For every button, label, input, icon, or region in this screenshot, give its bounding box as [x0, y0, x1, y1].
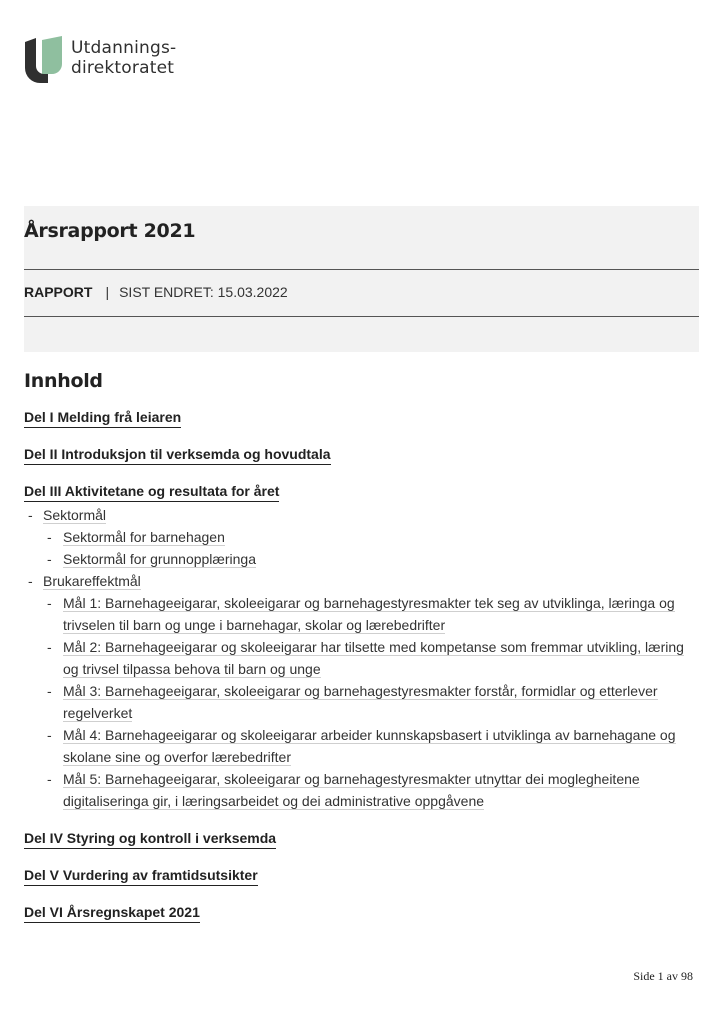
list-item — [24, 548, 700, 570]
list-item — [24, 680, 700, 724]
toc-part-3-sublist — [24, 504, 700, 812]
toc-sektormal-barnehagen-link[interactable]: Sektormål for barnehagen — [63, 529, 225, 545]
report-type: RAPPORT — [24, 284, 93, 300]
toc-mal-3-link[interactable]: Mål 3: Barnehageeigarar, skoleeigarar og barnehagestyresmakter forstår, formidlar og etterlever regelverket — [63, 683, 658, 721]
toc-part-3-link[interactable]: Del III Aktivitetane og resultata for året — [24, 481, 279, 502]
toc-brukareffektmal-link[interactable]: Brukareffektmål — [43, 573, 141, 589]
table-of-contents — [24, 407, 700, 939]
report-header — [24, 206, 699, 352]
toc-mal-4-link[interactable]: Mål 4: Barnehageeigarar og skoleeigarar arbeider kunnskapsbasert i utviklinga av barnehagane og skolane sine og overfor lærebedrifter — [63, 727, 676, 765]
list-item — [24, 768, 700, 812]
page-number: Side 1 av 98 — [633, 969, 693, 983]
toc-part-1-link[interactable]: Del I Melding frå leiaren — [24, 407, 181, 428]
toc-part-2-link[interactable]: Del II Introduksjon til verksemda og hovudtala — [24, 444, 331, 465]
toc-sektormal-grunnopplaering-link[interactable]: Sektormål for grunnopplæringa — [63, 551, 256, 567]
logo — [24, 36, 176, 84]
list-item — [24, 592, 700, 636]
utdanningsdirektoratet-logo-icon — [24, 36, 62, 84]
list-item — [24, 724, 700, 768]
toc-part-5-link[interactable]: Del V Vurdering av framtidsutsikter — [24, 865, 258, 886]
logo-wordmark — [71, 38, 176, 78]
toc-mal-1-link[interactable]: Mål 1: Barnehageeigarar, skoleeigarar og barnehagestyresmakter tek seg av utviklinga, læringa og trivselen til barn og unge i barnehagar, skolar og lærebedrifter — [63, 595, 675, 633]
toc-mal-2-link[interactable]: Mål 2: Barnehageeigarar og skoleeigarar har tilsette med kompetanse som fremmar utvikling, læring og trivsel tilpassa behova til barn og unge — [63, 639, 684, 677]
report-meta — [24, 284, 288, 300]
toc-part-4-link[interactable]: Del IV Styring og kontroll i verksemda — [24, 828, 276, 849]
header-divider-bottom — [24, 316, 699, 317]
logo-line-2: direktoratet — [71, 58, 175, 78]
logo-line-1: Utdannings- — [71, 38, 177, 58]
toc-part-6-link[interactable]: Del VI Årsregnskapet 2021 — [24, 902, 200, 923]
list-item — [24, 636, 700, 680]
toc-mal-5-link[interactable]: Mål 5: Barnehageeigarar, skoleeigarar og barnehagestyresmakter utnyttar dei moglegheitene digitaliseringa gir, i læringsarbeidet og dei administrative oppgåvene — [63, 771, 640, 809]
list-item — [24, 504, 700, 526]
list-item — [24, 570, 700, 592]
page-title: Årsrapport 2021 — [24, 220, 196, 242]
last-changed: SIST ENDRET: 15.03.2022 — [119, 284, 288, 300]
toc-sektormal-link[interactable]: Sektormål — [43, 507, 107, 523]
header-divider-top — [24, 269, 699, 270]
toc-heading: Innhold — [24, 370, 103, 392]
list-item — [24, 526, 700, 548]
meta-separator: | — [105, 284, 110, 300]
